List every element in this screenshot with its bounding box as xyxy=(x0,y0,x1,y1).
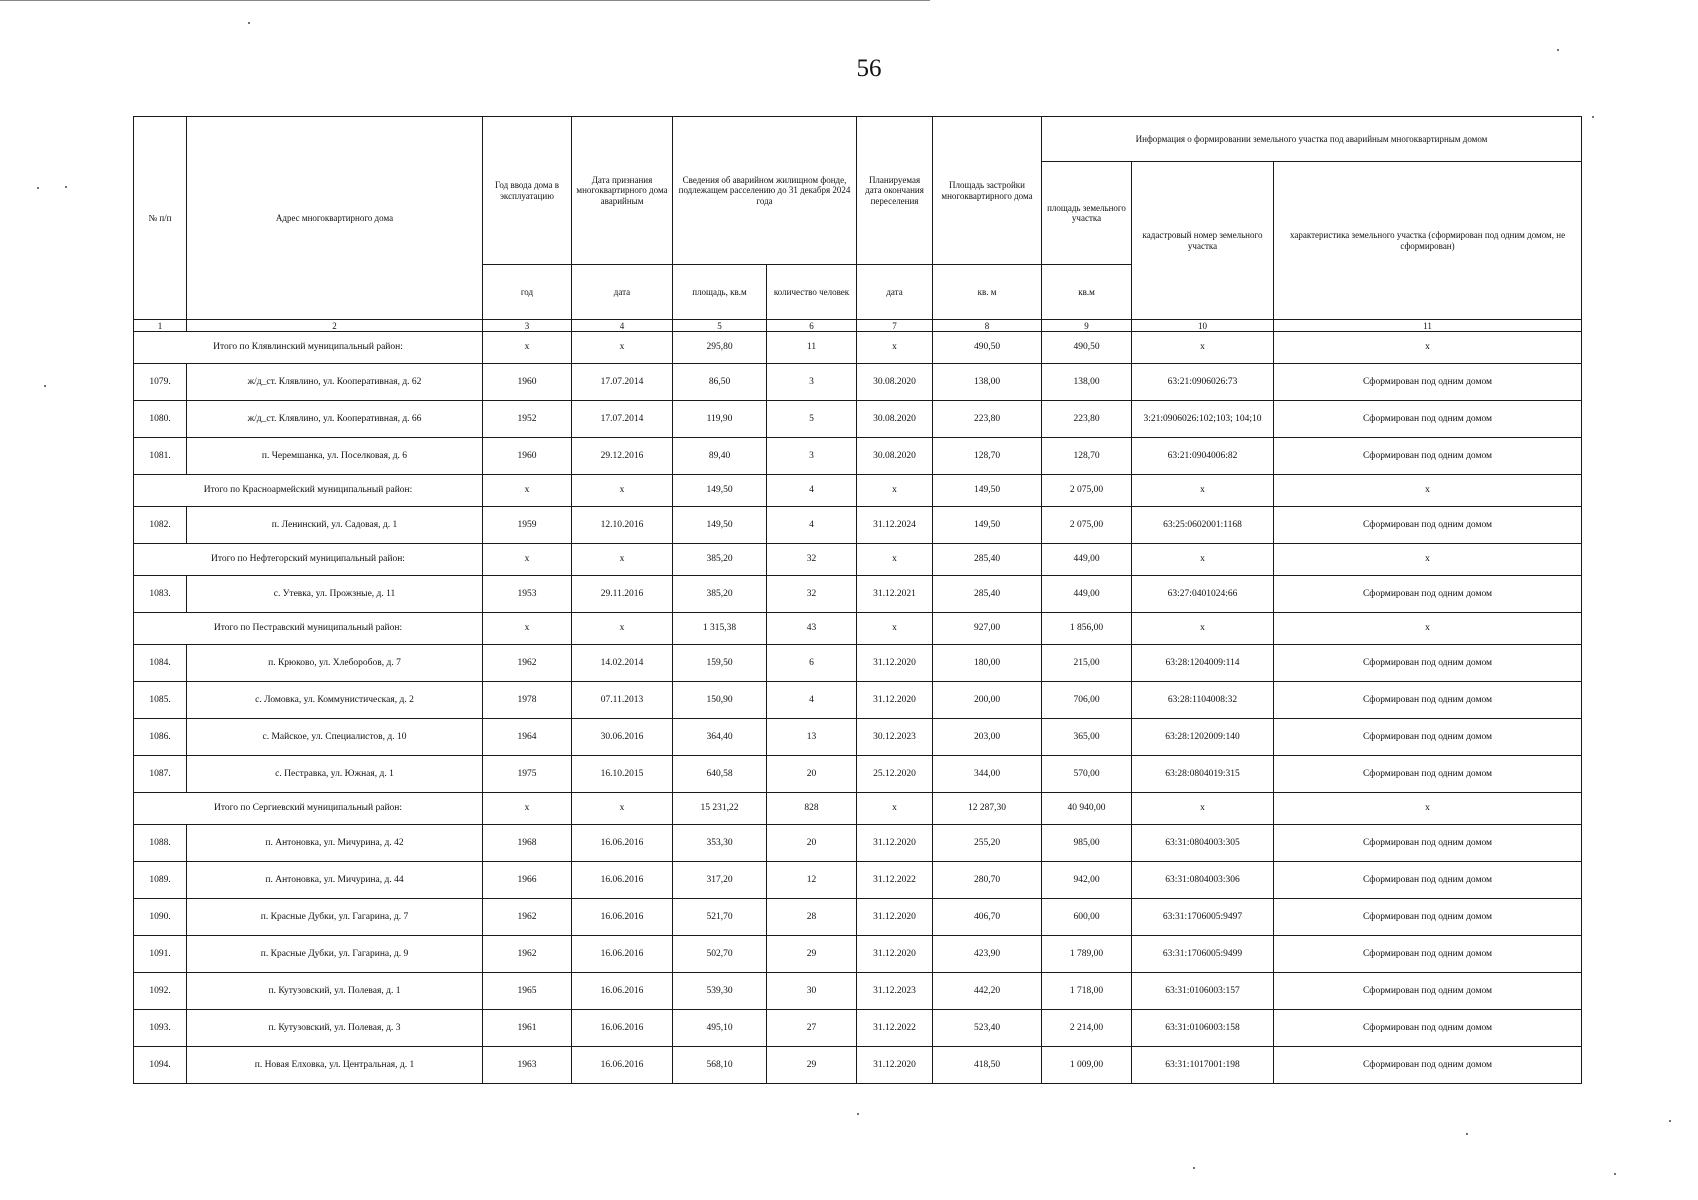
row-number: 1084. xyxy=(134,645,187,682)
cell-land: 215,00 xyxy=(1042,645,1132,682)
cell-people: 4 xyxy=(767,507,857,544)
header-land-info: Информация о формировании земельного участка под аварийным многоквартирным домом xyxy=(1042,117,1582,162)
cell-built: 285,40 xyxy=(933,576,1042,613)
row-number: 1081. xyxy=(134,438,187,475)
cell-date: х xyxy=(572,475,673,507)
table-row xyxy=(134,364,1582,401)
column-index-cell: 2 xyxy=(187,320,483,332)
cell-cad: х xyxy=(1132,793,1274,825)
cell-cad: 3:21:0906026:102;103; 104;10 xyxy=(1132,401,1274,438)
cell-people: 13 xyxy=(767,719,857,756)
column-index-cell: 8 xyxy=(933,320,1042,332)
cell-built: 203,00 xyxy=(933,719,1042,756)
cell-char: Сформирован под одним домом xyxy=(1274,682,1582,719)
cell-area: 89,40 xyxy=(673,438,767,475)
header-row-1 xyxy=(134,117,1582,162)
table-row xyxy=(134,756,1582,793)
unit-area: площадь, кв.м xyxy=(673,265,767,320)
house-address: ж/д_ст. Клявлино, ул. Кооперативная, д. 66 xyxy=(187,401,483,438)
table-row xyxy=(134,719,1582,756)
cell-area: 539,30 xyxy=(673,973,767,1010)
cell-char: Сформирован под одним домом xyxy=(1274,645,1582,682)
row-number: 1087. xyxy=(134,756,187,793)
cell-date: 16.06.2016 xyxy=(572,1047,673,1084)
column-index-cell: 9 xyxy=(1042,320,1132,332)
cell-land: 1 718,00 xyxy=(1042,973,1132,1010)
header-cadastral: кадастровый номер земельного участка xyxy=(1132,162,1274,320)
column-index-cell: 1 xyxy=(134,320,187,332)
cell-area: 86,50 xyxy=(673,364,767,401)
house-address: ж/д_ст. Клявлино, ул. Кооперативная, д. 62 xyxy=(187,364,483,401)
cell-planned: 30.08.2020 xyxy=(857,438,933,475)
column-index-cell: 4 xyxy=(572,320,673,332)
cell-people: 828 xyxy=(767,793,857,825)
row-number: 1092. xyxy=(134,973,187,1010)
cell-planned: 31.12.2020 xyxy=(857,645,933,682)
cell-year: 1962 xyxy=(483,899,572,936)
cell-built: 280,70 xyxy=(933,862,1042,899)
cell-cad: х xyxy=(1132,332,1274,364)
cell-area: 159,50 xyxy=(673,645,767,682)
cell-cad: 63:31:1706005:9497 xyxy=(1132,899,1274,936)
row-number: 1094. xyxy=(134,1047,187,1084)
cell-land: 942,00 xyxy=(1042,862,1132,899)
table-row xyxy=(134,936,1582,973)
table-row xyxy=(134,438,1582,475)
cell-year: 1975 xyxy=(483,756,572,793)
house-address: п. Красные Дубки, ул. Гагарина, д. 9 xyxy=(187,936,483,973)
cell-land: 449,00 xyxy=(1042,544,1132,576)
house-address: с. Ломовка, ул. Коммунистическая, д. 2 xyxy=(187,682,483,719)
cell-planned: 31.12.2020 xyxy=(857,936,933,973)
cell-built: 523,40 xyxy=(933,1010,1042,1047)
house-address: с. Утевка, ул. Прожзные, д. 11 xyxy=(187,576,483,613)
cell-cad: 63:21:0904006:82 xyxy=(1132,438,1274,475)
cell-char: Сформирован под одним домом xyxy=(1274,1010,1582,1047)
table-body xyxy=(134,332,1582,1084)
cell-planned: 31.12.2020 xyxy=(857,682,933,719)
cell-year: 1964 xyxy=(483,719,572,756)
cell-planned: 31.12.2021 xyxy=(857,576,933,613)
cell-built: 423,90 xyxy=(933,936,1042,973)
column-index-cell: 7 xyxy=(857,320,933,332)
cell-people: 4 xyxy=(767,475,857,507)
cell-year: 1978 xyxy=(483,682,572,719)
cell-year: х xyxy=(483,793,572,825)
table-row xyxy=(134,1010,1582,1047)
cell-built: 128,70 xyxy=(933,438,1042,475)
column-index-cell: 3 xyxy=(483,320,572,332)
cell-date: х xyxy=(572,544,673,576)
cell-char: х xyxy=(1274,332,1582,364)
district-total-row xyxy=(134,475,1582,507)
house-address: п. Ленинский, ул. Садовая, д. 1 xyxy=(187,507,483,544)
cell-land: 1 856,00 xyxy=(1042,613,1132,645)
cell-built: 344,00 xyxy=(933,756,1042,793)
cell-cad: х xyxy=(1132,544,1274,576)
cell-date: 14.02.2014 xyxy=(572,645,673,682)
column-index-cell: 11 xyxy=(1274,320,1582,332)
cell-planned: х xyxy=(857,332,933,364)
cell-year: 1963 xyxy=(483,1047,572,1084)
house-address: с. Майское, ул. Специалистов, д. 10 xyxy=(187,719,483,756)
scan-speck xyxy=(1466,1133,1468,1135)
cell-land: 2 075,00 xyxy=(1042,507,1132,544)
cell-date: 16.10.2015 xyxy=(572,756,673,793)
cell-planned: 31.12.2024 xyxy=(857,507,933,544)
cell-people: 29 xyxy=(767,936,857,973)
cell-char: Сформирован под одним домом xyxy=(1274,507,1582,544)
cell-area: 521,70 xyxy=(673,899,767,936)
cell-char: Сформирован под одним домом xyxy=(1274,576,1582,613)
cell-year: 1961 xyxy=(483,1010,572,1047)
cell-cad: 63:31:0804003:306 xyxy=(1132,862,1274,899)
cell-year: х xyxy=(483,613,572,645)
cell-cad: 63:31:0804003:305 xyxy=(1132,825,1274,862)
cell-planned: 31.12.2020 xyxy=(857,899,933,936)
cell-area: 295,80 xyxy=(673,332,767,364)
cell-char: х xyxy=(1274,475,1582,507)
column-index-cell: 5 xyxy=(673,320,767,332)
cell-cad: х xyxy=(1132,475,1274,507)
district-total-row xyxy=(134,332,1582,364)
row-number: 1090. xyxy=(134,899,187,936)
cell-land: 706,00 xyxy=(1042,682,1132,719)
district-total-label: Итого по Нефтегорский муниципальный район: xyxy=(134,544,483,576)
district-total-label: Итого по Сергиевский муниципальный район: xyxy=(134,793,483,825)
cell-year: х xyxy=(483,475,572,507)
cell-land: 570,00 xyxy=(1042,756,1132,793)
cell-land: 1 789,00 xyxy=(1042,936,1132,973)
column-index-cell: 6 xyxy=(767,320,857,332)
cell-year: 1960 xyxy=(483,438,572,475)
cell-area: 150,90 xyxy=(673,682,767,719)
cell-land: 223,80 xyxy=(1042,401,1132,438)
cell-people: 6 xyxy=(767,645,857,682)
cell-cad: 63:31:1706005:9499 xyxy=(1132,936,1274,973)
cell-people: 27 xyxy=(767,1010,857,1047)
district-total-row xyxy=(134,544,1582,576)
cell-land: 600,00 xyxy=(1042,899,1132,936)
cell-land: 365,00 xyxy=(1042,719,1132,756)
cell-planned: 30.08.2020 xyxy=(857,401,933,438)
cell-char: Сформирован под одним домом xyxy=(1274,973,1582,1010)
district-total-row xyxy=(134,613,1582,645)
row-number: 1086. xyxy=(134,719,187,756)
cell-char: Сформирован под одним домом xyxy=(1274,756,1582,793)
cell-built: 442,20 xyxy=(933,973,1042,1010)
cell-planned: 30.12.2023 xyxy=(857,719,933,756)
cell-planned: 31.12.2020 xyxy=(857,825,933,862)
header-recognition-date: Дата признания многоквартирного дома аварийным xyxy=(572,117,673,265)
cell-date: 29.12.2016 xyxy=(572,438,673,475)
cell-people: 28 xyxy=(767,899,857,936)
cell-cad: 63:31:0106003:157 xyxy=(1132,973,1274,1010)
table-row xyxy=(134,1047,1582,1084)
cell-area: 502,70 xyxy=(673,936,767,973)
table-row xyxy=(134,401,1582,438)
table-row xyxy=(134,682,1582,719)
cell-land: 40 940,00 xyxy=(1042,793,1132,825)
scan-speck xyxy=(248,22,250,24)
cell-cad: 63:31:0106003:158 xyxy=(1132,1010,1274,1047)
cell-cad: 63:28:1202009:140 xyxy=(1132,719,1274,756)
cell-people: 43 xyxy=(767,613,857,645)
unit-planned-date: дата xyxy=(857,265,933,320)
unit-people: количество человек xyxy=(767,265,857,320)
cell-area: 149,50 xyxy=(673,475,767,507)
cell-date: 29.11.2016 xyxy=(572,576,673,613)
cell-char: Сформирован под одним домом xyxy=(1274,825,1582,862)
cell-year: 1962 xyxy=(483,936,572,973)
cell-date: 30.06.2016 xyxy=(572,719,673,756)
cell-planned: х xyxy=(857,475,933,507)
cell-year: 1959 xyxy=(483,507,572,544)
cell-planned: 31.12.2022 xyxy=(857,862,933,899)
cell-cad: 63:31:1017001:198 xyxy=(1132,1047,1274,1084)
cell-built: 490,50 xyxy=(933,332,1042,364)
house-address: п. Антоновка, ул. Мичурина, д. 42 xyxy=(187,825,483,862)
scan-speck xyxy=(857,1113,859,1115)
cell-year: 1968 xyxy=(483,825,572,862)
cell-area: 568,10 xyxy=(673,1047,767,1084)
row-number: 1079. xyxy=(134,364,187,401)
cell-planned: х xyxy=(857,613,933,645)
cell-year: 1966 xyxy=(483,862,572,899)
cell-date: 07.11.2013 xyxy=(572,682,673,719)
row-number: 1091. xyxy=(134,936,187,973)
cell-built: 285,40 xyxy=(933,544,1042,576)
column-index-cell: 10 xyxy=(1132,320,1274,332)
scan-speck xyxy=(1592,116,1594,118)
scan-speck xyxy=(1669,1120,1671,1122)
cell-built: 138,00 xyxy=(933,364,1042,401)
house-address: п. Кутузовский, ул. Полевая, д. 3 xyxy=(187,1010,483,1047)
cell-char: Сформирован под одним домом xyxy=(1274,862,1582,899)
house-address: п. Красные Дубки, ул. Гагарина, д. 7 xyxy=(187,899,483,936)
cell-date: 12.10.2016 xyxy=(572,507,673,544)
cell-planned: х xyxy=(857,793,933,825)
cell-people: 3 xyxy=(767,364,857,401)
cell-planned: х xyxy=(857,544,933,576)
cell-year: 1960 xyxy=(483,364,572,401)
cell-built: 223,80 xyxy=(933,401,1042,438)
cell-char: Сформирован под одним домом xyxy=(1274,936,1582,973)
cell-date: 16.06.2016 xyxy=(572,899,673,936)
row-number: 1083. xyxy=(134,576,187,613)
cell-built: 418,50 xyxy=(933,1047,1042,1084)
cell-people: 11 xyxy=(767,332,857,364)
cell-char: х xyxy=(1274,613,1582,645)
cell-area: 1 315,38 xyxy=(673,613,767,645)
header-built-area: Площадь застройки многоквартирного дома xyxy=(933,117,1042,265)
house-address: п. Новая Елховка, ул. Центральная, д. 1 xyxy=(187,1047,483,1084)
scan-speck xyxy=(1614,1173,1616,1175)
house-address: п. Антоновка, ул. Мичурина, д. 44 xyxy=(187,862,483,899)
header-address: Адрес многоквартирного дома xyxy=(187,117,483,320)
header-planned-date: Планируемая дата окончания переселения xyxy=(857,117,933,265)
cell-land: 1 009,00 xyxy=(1042,1047,1132,1084)
header-num: № п/п xyxy=(134,117,187,320)
cell-date: 16.06.2016 xyxy=(572,973,673,1010)
house-address: п. Черемшанка, ул. Поселковая, д. 6 xyxy=(187,438,483,475)
cell-date: х xyxy=(572,793,673,825)
scan-speck xyxy=(65,186,67,188)
cell-built: 406,70 xyxy=(933,899,1042,936)
cell-people: 12 xyxy=(767,862,857,899)
scan-speck xyxy=(1193,1167,1195,1169)
cell-planned: 31.12.2023 xyxy=(857,973,933,1010)
cell-people: 3 xyxy=(767,438,857,475)
table-row xyxy=(134,862,1582,899)
cell-planned: 25.12.2020 xyxy=(857,756,933,793)
cell-year: 1965 xyxy=(483,973,572,1010)
cell-area: 385,20 xyxy=(673,544,767,576)
table-row xyxy=(134,899,1582,936)
cell-area: 364,40 xyxy=(673,719,767,756)
cell-built: 12 287,30 xyxy=(933,793,1042,825)
scan-edge-line xyxy=(0,0,930,1)
cell-date: 16.06.2016 xyxy=(572,862,673,899)
cell-people: 5 xyxy=(767,401,857,438)
cell-land: 2 214,00 xyxy=(1042,1010,1132,1047)
cell-date: х xyxy=(572,613,673,645)
cell-date: 16.06.2016 xyxy=(572,825,673,862)
scan-speck xyxy=(1557,49,1559,51)
unit-land-m2: кв.м xyxy=(1042,265,1132,320)
header-fund-info: Сведения об аварийном жилищном фонде, подлежащем расселению до 31 декабря 2024 года xyxy=(673,117,857,265)
row-number: 1088. xyxy=(134,825,187,862)
cell-char: Сформирован под одним домом xyxy=(1274,364,1582,401)
scan-speck xyxy=(44,385,46,387)
cell-char: Сформирован под одним домом xyxy=(1274,719,1582,756)
cell-planned: 31.12.2020 xyxy=(857,1047,933,1084)
cell-date: 16.06.2016 xyxy=(572,1010,673,1047)
cell-area: 385,20 xyxy=(673,576,767,613)
cell-year: х xyxy=(483,332,572,364)
table-row xyxy=(134,576,1582,613)
unit-date: дата xyxy=(572,265,673,320)
cell-people: 4 xyxy=(767,682,857,719)
cell-date: х xyxy=(572,332,673,364)
header-year: Год ввода дома в эксплуатацию xyxy=(483,117,572,265)
table-row xyxy=(134,825,1582,862)
cell-people: 32 xyxy=(767,576,857,613)
cell-date: 17.07.2014 xyxy=(572,401,673,438)
row-number: 1085. xyxy=(134,682,187,719)
cell-char: Сформирован под одним домом xyxy=(1274,438,1582,475)
cell-people: 32 xyxy=(767,544,857,576)
cell-planned: 30.08.2020 xyxy=(857,364,933,401)
page-number: 56 xyxy=(856,55,882,82)
cell-area: 119,90 xyxy=(673,401,767,438)
cell-cad: 63:28:1204009:114 xyxy=(1132,645,1274,682)
cell-land: 128,70 xyxy=(1042,438,1132,475)
header-land-characteristic: характеристика земельного участка (сформирован под одним домом, не сформирован) xyxy=(1274,162,1582,320)
cell-land: 985,00 xyxy=(1042,825,1132,862)
cell-cad: 63:28:1104008:32 xyxy=(1132,682,1274,719)
cell-char: Сформирован под одним домом xyxy=(1274,401,1582,438)
scan-speck xyxy=(37,187,39,189)
cell-people: 30 xyxy=(767,973,857,1010)
housing-register-table xyxy=(133,116,1582,1084)
district-total-row xyxy=(134,793,1582,825)
cell-built: 149,50 xyxy=(933,507,1042,544)
cell-char: Сформирован под одним домом xyxy=(1274,1047,1582,1084)
row-number: 1089. xyxy=(134,862,187,899)
cell-cad: 63:21:0906026:73 xyxy=(1132,364,1274,401)
cell-people: 20 xyxy=(767,756,857,793)
cell-planned: 31.12.2022 xyxy=(857,1010,933,1047)
cell-cad: х xyxy=(1132,613,1274,645)
cell-year: 1952 xyxy=(483,401,572,438)
column-index-row xyxy=(134,320,1582,332)
cell-area: 495,10 xyxy=(673,1010,767,1047)
cell-char: х xyxy=(1274,544,1582,576)
cell-built: 255,20 xyxy=(933,825,1042,862)
district-total-label: Итого по Красноармейский муниципальный район: xyxy=(134,475,483,507)
cell-year: 1962 xyxy=(483,645,572,682)
cell-built: 180,00 xyxy=(933,645,1042,682)
row-number: 1093. xyxy=(134,1010,187,1047)
cell-built: 927,00 xyxy=(933,613,1042,645)
unit-built-m2: кв. м xyxy=(933,265,1042,320)
row-number: 1082. xyxy=(134,507,187,544)
district-total-label: Итого по Клявлинский муниципальный район: xyxy=(134,332,483,364)
cell-cad: 63:25:0602001:1168 xyxy=(1132,507,1274,544)
cell-built: 200,00 xyxy=(933,682,1042,719)
row-number: 1080. xyxy=(134,401,187,438)
cell-land: 449,00 xyxy=(1042,576,1132,613)
house-address: п. Кутузовский, ул. Полевая, д. 1 xyxy=(187,973,483,1010)
cell-people: 20 xyxy=(767,825,857,862)
unit-year: год xyxy=(483,265,572,320)
table-row xyxy=(134,973,1582,1010)
header-land-area: площадь земельного участка xyxy=(1042,162,1132,265)
cell-date: 16.06.2016 xyxy=(572,936,673,973)
cell-area: 149,50 xyxy=(673,507,767,544)
cell-char: х xyxy=(1274,793,1582,825)
cell-cad: 63:28:0804019:315 xyxy=(1132,756,1274,793)
house-address: п. Крюково, ул. Хлеборобов, д. 7 xyxy=(187,645,483,682)
district-total-label: Итого по Пестравский муниципальный район: xyxy=(134,613,483,645)
cell-area: 353,30 xyxy=(673,825,767,862)
cell-people: 29 xyxy=(767,1047,857,1084)
cell-char: Сформирован под одним домом xyxy=(1274,899,1582,936)
table-row xyxy=(134,645,1582,682)
cell-built: 149,50 xyxy=(933,475,1042,507)
cell-land: 490,50 xyxy=(1042,332,1132,364)
cell-land: 138,00 xyxy=(1042,364,1132,401)
cell-land: 2 075,00 xyxy=(1042,475,1132,507)
cell-date: 17.07.2014 xyxy=(572,364,673,401)
house-address: с. Пестравка, ул. Южная, д. 1 xyxy=(187,756,483,793)
table-row xyxy=(134,507,1582,544)
cell-year: х xyxy=(483,544,572,576)
cell-area: 640,58 xyxy=(673,756,767,793)
cell-area: 317,20 xyxy=(673,862,767,899)
cell-cad: 63:27:0401024:66 xyxy=(1132,576,1274,613)
cell-area: 15 231,22 xyxy=(673,793,767,825)
cell-year: 1953 xyxy=(483,576,572,613)
